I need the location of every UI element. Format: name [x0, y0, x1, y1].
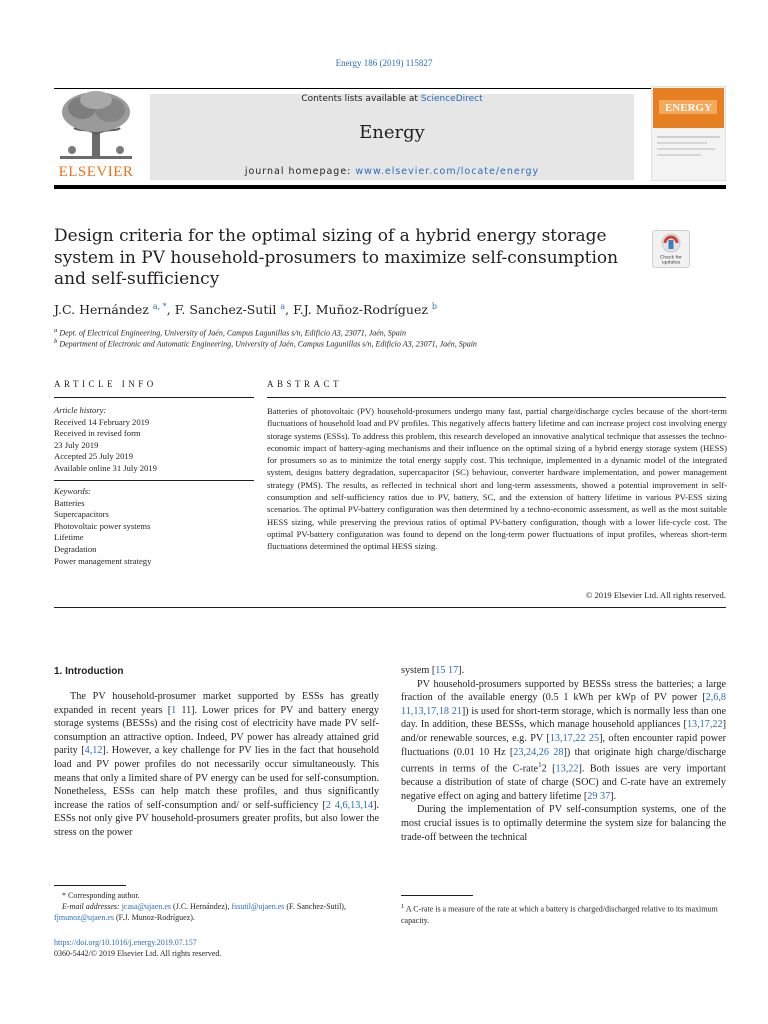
- header-bottom-rule: [54, 185, 726, 189]
- abstract-copyright: © 2019 Elsevier Ltd. All rights reserved.: [585, 590, 726, 600]
- publisher-name: ELSEVIER: [58, 164, 134, 180]
- article-info-heading: ARTICLE INFO: [54, 379, 157, 389]
- body-column-right: [401, 664, 726, 844]
- keyword: Lifetime: [54, 532, 84, 543]
- keyword: Photovoltaic power systems: [54, 520, 151, 531]
- reference-link[interactable]: 4,12: [84, 745, 103, 757]
- reference-link[interactable]: 23,24,26 28: [513, 746, 564, 758]
- journal-citation[interactable]: Energy 186 (2019) 115827: [335, 58, 433, 68]
- footnote-rule-left: [54, 885, 126, 886]
- history-item: Received 14 February 2019: [54, 416, 150, 427]
- keyword: Power management strategy: [54, 555, 152, 566]
- article-title: Design criteria for the optimal sizing of a hybrid energy storage system in PV household-prosumers to maximize self-consumption and self-sufficiency: [54, 226, 619, 289]
- keywords-rule: [54, 480, 254, 481]
- abstract-text: Batteries of photovoltaic (PV) household-prosumers undergo many fast, partial charge/discharge cycles because of the short-term fluctuations of household load and PV profiles. This negatively affects battery lifetime and can increase project cost involving energy storage systems (ESSs). To address this problem, this research developed an innovative analytical technique that assesses the techno-economic impact of battery-aging mechanisms and their influence on the optimal sizing of a hybrid energy storage system (HESS) for prosumers so as to minimize the total energy supply cost. This technique, implemented in a dynamic model of the integrated system, designs battery degradation, supercapacitor (SC) behaviour, converter hardware implementation, and power management strategy (PMS). The results, as reflected in technical short and long-term assessments, showed a potential improvement in self-consumption and self-sufficiency ratios due to PV, battery, SC, and the extension of battery lifetime in various PV-ESS sizing scenarios. The optimal PV-battery configuration was then determined by a techno-economic assessment, as well as the most suitable HESS sizing, while preserving the previous ratios of optimal PV-battery configuration, though with a lower life-cycle cost. The optimal PV-battery configuration was found to depend on the long-term power fluctuations of input profiles, whereas short-term fluctuations determined the optimal HESS sizing.: [267, 406, 727, 552]
- author-name[interactable]: J.C. Hernández: [54, 302, 149, 318]
- reference-link[interactable]: 2: [325, 799, 331, 811]
- contents-lists: Contents lists available at ScienceDirect: [301, 94, 483, 104]
- keyword: Batteries: [54, 497, 85, 508]
- email-link[interactable]: jcasa@ujaen.es: [121, 902, 172, 911]
- abstract-rule: [267, 397, 726, 398]
- crossmark-label-2: updates: [661, 260, 681, 266]
- author-list: J.C. Hernández $^{a, *}$, F. Sanchez-Sutil $^a$, F.J. Muñoz-Rodríguez $^b$: [54, 302, 438, 318]
- abstract-bottom-rule: [54, 607, 726, 608]
- reference-link[interactable]: 1: [171, 704, 177, 716]
- email-link[interactable]: fssutil@ujaen.es: [231, 902, 285, 911]
- doi-link[interactable]: https://doi.org/10.1016/j.energy.2019.07.157: [54, 938, 197, 947]
- sciencedirect-link[interactable]: ScienceDirect: [420, 94, 483, 104]
- section-heading-introduction: 1. Introduction: [54, 666, 124, 677]
- author-affiliation-mark[interactable]: a: [280, 302, 286, 311]
- reference-link[interactable]: 17: [445, 665, 459, 676]
- reference-link[interactable]: 13,17,22: [686, 719, 723, 731]
- journal-name: Energy: [359, 122, 425, 143]
- history-item: 23 July 2019: [54, 439, 99, 450]
- reference-link[interactable]: 2,6,8 11,13,17,18 21: [401, 692, 726, 717]
- body-column-left: [54, 690, 379, 840]
- affiliation-b: $^b$ Department of Electronic and Automatic Engineering, University of Jaén, Campus Lagunillas s/n, Edificio A3, 23071, Jaén, Spain: [54, 338, 477, 349]
- c-rate-footnote: $^1$ A C-rate is a measure of the rate at which a battery is charged/discharged relative to its maximum capacity.: [401, 903, 718, 925]
- footnote-rule-right: [401, 895, 473, 896]
- cover-title: ENERGY: [664, 102, 713, 114]
- body-paragraph: The PV household-prosumer market supported by ESSs has greatly expanded in recent years [1 11]. Lower prices for PV and battery energy storage systems (BESSs) and the rising cost of electricity have made PV self-consumption an attractive option. Indeed, PV power has already attained grid parity [4,12]. However, a key challenge for PV lies in the fact that household load and PV power profiles do not necessarily occur simultaneously. This means that only a limited share of PV energy can be used for self-consumption. Nonetheless, ESSs can help match these profiles, and thus significantly increase the ratios of self-consumption and/ or self-sufficiency [2 4,6,13,14]. ESSs not only give PV household-prosumers greater profits, but also lower the stress on the power: [54, 691, 380, 838]
- article-history: Article history: Received 14 February 2019 Received in revised form 23 July 2019 Accepted 25 July 2019 Available online 31 July 2019: [54, 405, 157, 473]
- keyword: Supercapacitors: [54, 509, 109, 520]
- reference-link[interactable]: 13,17,22 25: [549, 732, 600, 744]
- journal-homepage-link[interactable]: www.elsevier.com/locate/energy: [355, 166, 540, 177]
- check-for-updates-badge[interactable]: [652, 230, 690, 268]
- keywords-list: Keywords: Batteries Supercapacitors Photovoltaic power systems Lifetime Degradation Power management strategy: [54, 486, 152, 566]
- body-paragraph: During the implementation of PV self-consumption systems, one of the most crucial issues is to optimally determine the system size for balancing the trade-off between the technical: [401, 804, 726, 843]
- header-top-rule: [54, 88, 726, 89]
- abstract-heading: ABSTRACT: [267, 379, 343, 389]
- author-affiliation-mark[interactable]: a, *: [152, 302, 167, 311]
- footnote-mark[interactable]: 1: [538, 761, 542, 770]
- history-item: Received in revised form: [54, 428, 141, 439]
- history-item: Accepted 25 July 2019: [54, 451, 133, 462]
- affiliation-a: $^a$ Dept. of Electrical Engineering, University of Jaén, Campus Lagunillas s/n, Edificio A3, 23071, Jaén, Spain: [54, 327, 407, 338]
- author-affiliation-mark[interactable]: b: [431, 302, 438, 311]
- author-name[interactable]: F.J. Muñoz-Rodríguez: [293, 302, 428, 318]
- crossmark-label-1: Check for: [660, 255, 682, 261]
- body-paragraph: PV household-prosumers supported by BESSs stress the batteries; a large fraction of the available energy (0.5 1 kWh per kWp of PV power [2,6,8 11,13,17,18 21]) is used for short-term storage, which is normally less than one day. In addition, these BESSs, which manage household appliances [13,17,22] and/or renewable sources, e.g. PV [13,17,22 25], often encounter rapid power fluctuations (0.01 10 Hz [23,24,26 28]) that originate high charge/discharge currents in terms of the C-rate$^1$2 [13,22]. Both issues are very important because a distribution of state of charge (SOC) and C-rate have an extremely negative effect on aging and battery lifetime [29 37].: [401, 678, 727, 802]
- doi-block: [54, 937, 221, 959]
- keyword: Degradation: [54, 543, 97, 554]
- author-name[interactable]: F. Sanchez-Sutil: [174, 302, 277, 318]
- reference-link[interactable]: 4,6,13,14: [330, 799, 374, 811]
- reference-link[interactable]: 13,22: [555, 763, 579, 775]
- reference-link[interactable]: 15: [435, 665, 446, 676]
- journal-cover-thumbnail[interactable]: [651, 86, 726, 181]
- journal-homepage: journal homepage: www.elsevier.com/locate/energy: [244, 166, 540, 177]
- body-paragraph: system [15 17].: [401, 665, 465, 676]
- article-info-rule: [54, 397, 254, 398]
- reference-link[interactable]: 29 37: [587, 790, 611, 802]
- history-item: Available online 31 July 2019: [54, 462, 157, 473]
- email-link[interactable]: fjmunoz@ujaen.es: [54, 913, 115, 922]
- corresponding-author-note: * Corresponding author. E-mail addresses: jcasa@ujaen.es (J.C. Hernández), fssutil@ujaen.es (F. Sanchez-Sutil), fjmunoz@ujaen.es (F.J. Munoz-Rodríguez).: [54, 891, 346, 922]
- issn-line: 0360-5442/© 2019 Elsevier Ltd. All rights reserved.: [54, 949, 222, 958]
